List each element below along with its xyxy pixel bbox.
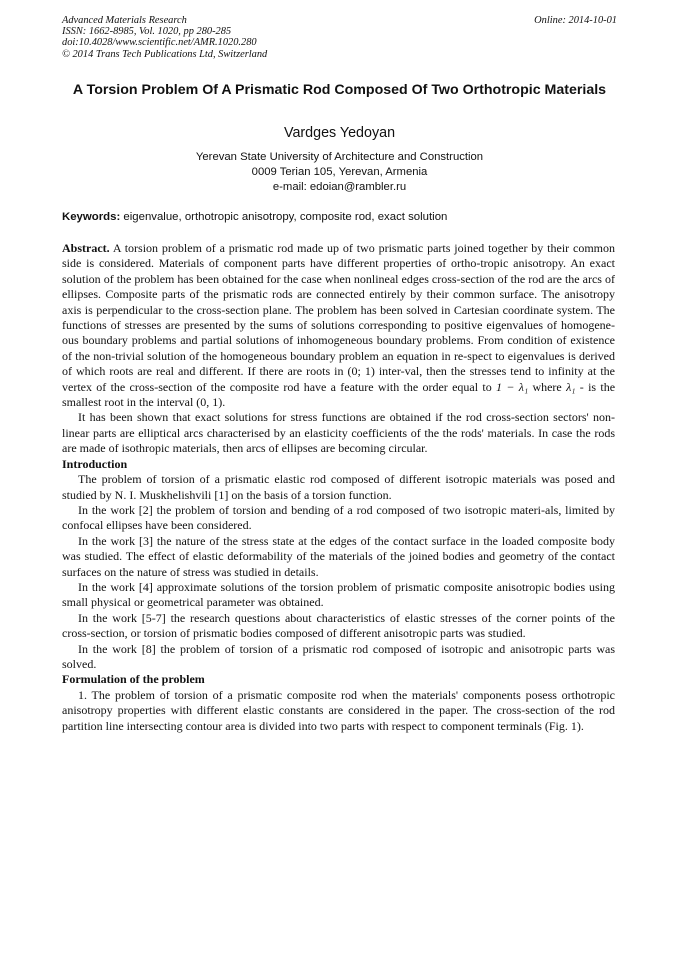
body-paragraph: 1. The problem of torsion of a prismatic composite rod when the materials' components posess orthotropic anisotropy properties with different elastic constants are considered in the paper. The cross-section of the rod partition line intersecting contour area is divided into two parts with respect to component terminals (Fig. 1). <box>62 687 615 733</box>
affiliation <box>62 150 617 195</box>
body-paragraph: In the work [2] the problem of torsion and bending of a rod composed of two isotropic materi-als, limited by confocal ellipses have been considered. <box>62 502 615 533</box>
email-line: e-mail: edoian@rambler.ru <box>272 181 407 193</box>
abstract-text: where <box>532 379 562 394</box>
journal-name: Advanced Materials Research <box>62 15 187 26</box>
math-expression: λ₁ <box>566 379 576 394</box>
section-heading: Introduction <box>62 456 128 471</box>
abstract-paragraph <box>62 241 615 410</box>
section-heading: Formulation of the problem <box>62 672 205 687</box>
doi-line: doi:10.4028/www.scientific.net/AMR.1020.280 <box>62 37 257 49</box>
online-date: Online: 2014-10-01 <box>534 15 617 26</box>
abstract-text: A torsion problem of a prismatic rod made up of two prismatic parts joined together by their common side is considered. Materials of component parts have different properties of ortho-tropic anisotropy. An exact solution of the problem has been obtained for the case when nonlineal edges cross-section of the rod are the arcs of ellipses. Composite parts of the prismatic rods are connected entirely by their common surface. The anisotropy axis is perpendicular to the cross-section plane. The problem has been solved in Cartesian coordinate system. The functions of stresses are presented by the sums of solutions corresponding to positive eigenvalues of homogene-ous boundary problems and partial solutions of inhomogeneous boundary problems. From condition of existence of the non-trivial solution of the homogeneous boundary problem an equation in re-spect to eigenvalues is derived of which roots are real and different. If there are roots in (0; 1) inter-val, then the stresses tend to infinity at the vertex of the cross-section of the composite rod have a feature with the order equal to <box>62 241 615 394</box>
abstract-label: Abstract. <box>62 241 110 255</box>
body-paragraph: In the work [5-7] the research questions about characteristics of elastic stresses of the corner points of the cross-section, or torsion of prismatic bodies composed of different anisotropic parts was studied. <box>62 610 615 641</box>
keywords-label: Keywords: <box>62 211 121 223</box>
keywords <box>62 210 617 225</box>
math-expression: 1 − λ₁ <box>496 379 529 394</box>
paper-title: A Torsion Problem Of A Prismatic Rod Composed Of Two Orthotropic Materials <box>72 82 607 98</box>
body-paragraph: In the work [8] the problem of torsion of a prismatic rod composed of isotropic and anisotropic parts was solved. <box>62 641 615 671</box>
body-paragraph: In the work [4] approximate solutions of the torsion problem of prismatic composite anisotropic bodies using small physical or geometrical parameter was obtained. <box>62 579 615 610</box>
paper-body <box>62 241 615 734</box>
body-paragraph: In the work [3] the nature of the stress state at the edges of the contact surface in the loaded composite body was studied. The effect of elastic deformability of the materials of the joined bodies and geometry of the contact surfaces on the nature of stress was studied in details. <box>62 533 615 579</box>
affiliation-line: Yerevan State University of Architecture and Construction <box>195 151 484 163</box>
copyright-line: © 2014 Trans Tech Publications Ltd, Switzerland <box>62 48 268 60</box>
address-line: 0009 Terian 105, Yerevan, Armenia <box>251 166 428 178</box>
abstract-paragraph: It has been shown that exact solutions for stress functions are obtained if the rod cross-section sectors' non-linear parts are elliptical arcs characterised by an elasticity coefficients of the the rods' materials. In case the rods are made of isothropic materials, then arcs of ellipses are becoming circular. <box>62 410 615 456</box>
abstract-text: - is the smallest root in the interval (0, 1). <box>62 379 616 410</box>
body-paragraph: The problem of torsion of a prismatic elastic rod composed of different isotropic materials was posed and studied by N. I. Muskhelishvili [1] on the basis of a torsion function. <box>62 472 615 502</box>
publication-header <box>62 15 617 60</box>
keywords-text: eigenvalue, orthotropic anisotropy, composite rod, exact solution <box>123 211 448 223</box>
issn-line: ISSN: 1662-8985, Vol. 1020, pp 280-285 <box>62 26 232 38</box>
author-name: Vardges Yedoyan <box>283 125 396 141</box>
